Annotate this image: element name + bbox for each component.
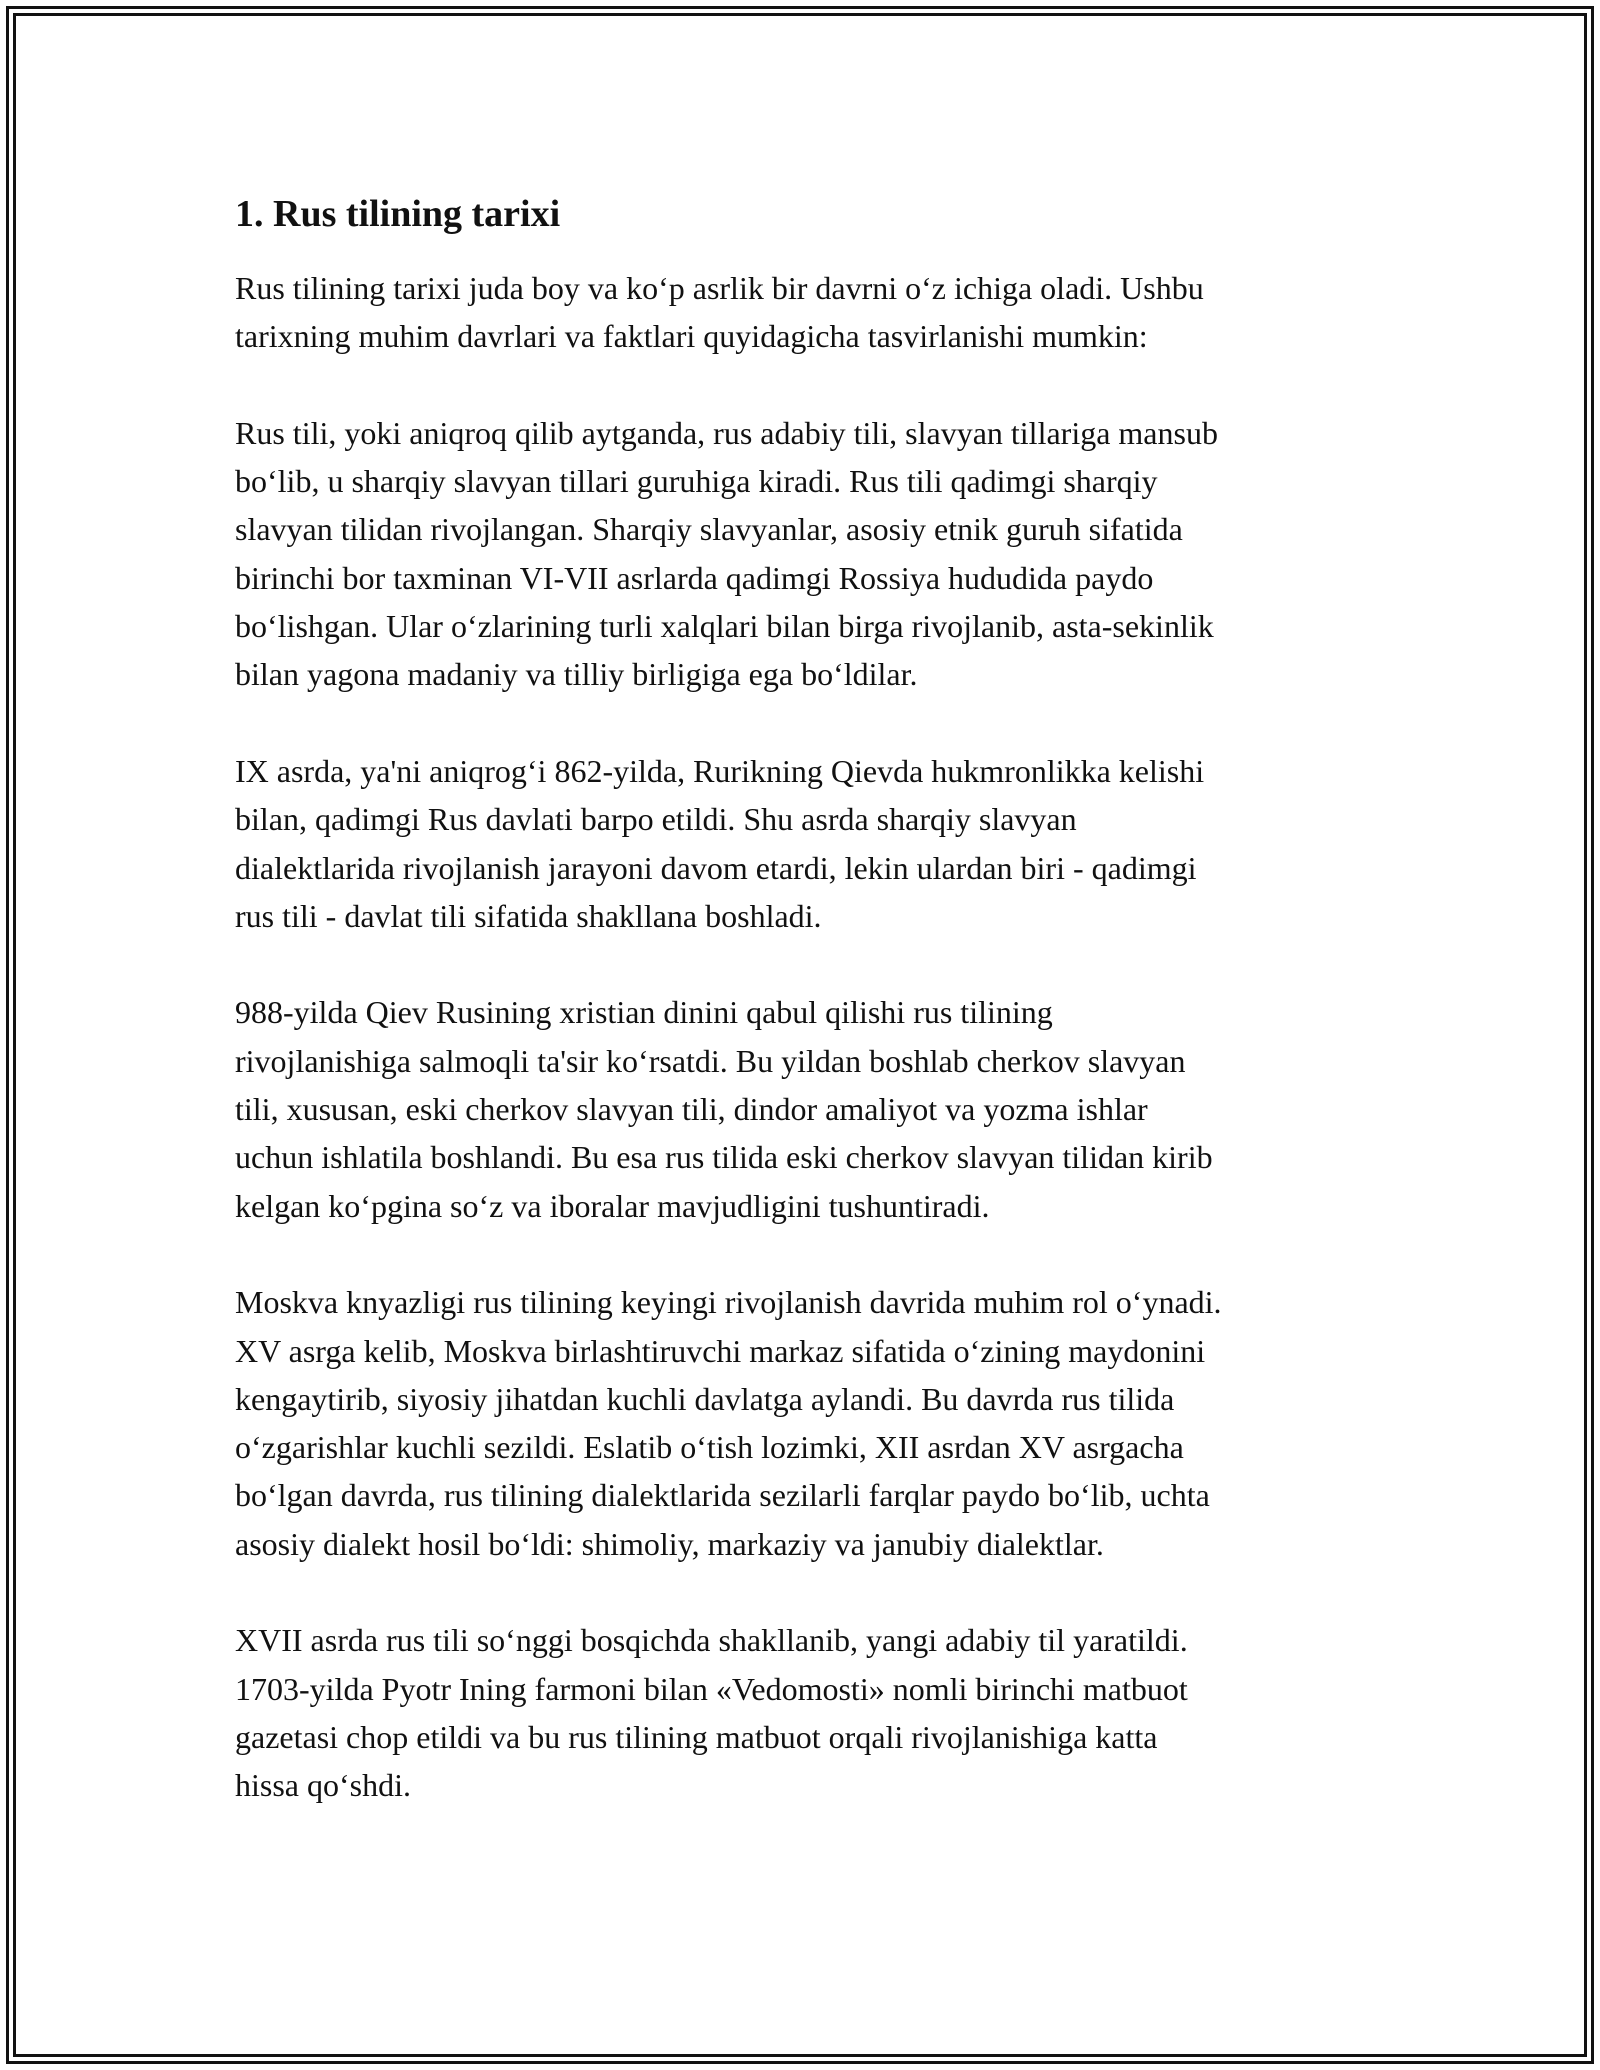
text-line: Rus tilining tarixi juda boy va koʻp asrlik bir davrni oʻz ichiga oladi. Ushbu — [235, 270, 1204, 306]
text-line: Moskva knyazligi rus tilining keyingi rivojlanish davrida muhim rol oʻynadi. — [235, 1284, 1222, 1321]
text-line: boʻlishgan. Ular oʻzlarining turli xalqlari bilan birga rivojlanib, asta-sekinlik — [235, 608, 1214, 645]
text-line: bilan, qadimgi Rus davlati barpo etildi. Shu asrda sharqiy slavyan — [235, 801, 1077, 838]
text-line: gazetasi chop etildi va bu rus tilining matbuot orqali rivojlanishiga katta — [235, 1718, 1158, 1755]
text-line: tili, xususan, eski cherkov slavyan tili, dindor amaliyot va yozma ishlar — [235, 1091, 1148, 1128]
text-line: rivojlanishiga salmoqli ta'sir koʻrsatdi. Bu yildan boshlab cherkov slavyan — [235, 1042, 1186, 1079]
text-line: asosiy dialekt hosil boʻldi: shimoliy, markaziy va janubiy dialektlar. — [235, 1525, 1104, 1562]
text-line: 1703-yilda Pyotr Ining farmoni bilan «Vedomosti» nomli birinchi matbuot — [235, 1670, 1188, 1707]
text-line: bilan yagona madaniy va tilliy birligiga ega boʻldilar. — [235, 656, 918, 693]
paragraph-ninth-century — [235, 747, 1385, 940]
text-line: kelgan koʻpgina soʻz va iboralar mavjudligini tushuntiradi. — [235, 1187, 990, 1224]
text-line: Rus tili, yoki aniqroq qilib aytganda, rus adabiy tili, slavyan tillariga mansub — [235, 414, 1218, 451]
text-line: uchun ishlatila boshlandi. Bu esa rus tilida eski cherkov slavyan tilidan kirib — [235, 1139, 1213, 1176]
paragraph-moscow — [235, 1278, 1385, 1568]
text-line: birinchi bor taxminan VI-VII asrlarda qadimgi Rossiya hududida paydo — [235, 559, 1154, 596]
text-line: slavyan tilidan rivojlangan. Sharqiy slavyanlar, asosiy etnik guruh sifatida — [235, 511, 1183, 548]
text-line: XV asrga kelib, Moskva birlashtiruvchi markaz sifatida oʻzining maydonini — [235, 1332, 1206, 1369]
paragraph-origins — [235, 409, 1385, 699]
text-line: boʻlgan davrda, rus tilining dialektlarida sezilarli farqlar paydo boʻlib, uchta — [235, 1477, 1210, 1514]
text-line: IX asrda, ya'ni aniqrogʻi 862-yilda, Rurikning Qievda hukmronlikka kelishi — [235, 752, 1205, 789]
paragraph-christianity — [235, 988, 1385, 1229]
text-line: XVII asrda rus tili soʻnggi bosqichda shakllanib, yangi adabiy til yaratildi. — [235, 1622, 1188, 1659]
text-line: 988-yilda Qiev Rusining xristian dinini qabul qilishi rus tilining — [235, 994, 1053, 1031]
document-body — [235, 186, 1385, 1858]
paragraph-intro — [235, 264, 1385, 361]
paragraph-seventeenth-century — [235, 1616, 1385, 1809]
text-line: tarixning muhim davrlari va faktlari quyidagicha tasvirlanishi mumkin: — [235, 318, 1148, 355]
text-line: boʻlib, u sharqiy slavyan tillari guruhiga kiradi. Rus tili qadimgi sharqiy — [235, 463, 1158, 500]
text-line: dialektlarida rivojlanish jarayoni davom etardi, lekin ulardan biri - qadimgi — [235, 849, 1197, 886]
text-line: oʻzgarishlar kuchli sezildi. Eslatib oʻtish lozimki, XII asrdan XV asrgacha — [235, 1429, 1184, 1466]
text-line: rus tili - davlat tili sifatida shakllana boshladi. — [235, 897, 822, 934]
text-line: kengaytirib, siyosiy jihatdan kuchli davlatga aylandi. Bu davrda rus tilida — [235, 1380, 1175, 1417]
page-title: 1. Rus tilining tarixi — [235, 193, 561, 235]
text-line: hissa qoʻshdi. — [235, 1767, 411, 1804]
